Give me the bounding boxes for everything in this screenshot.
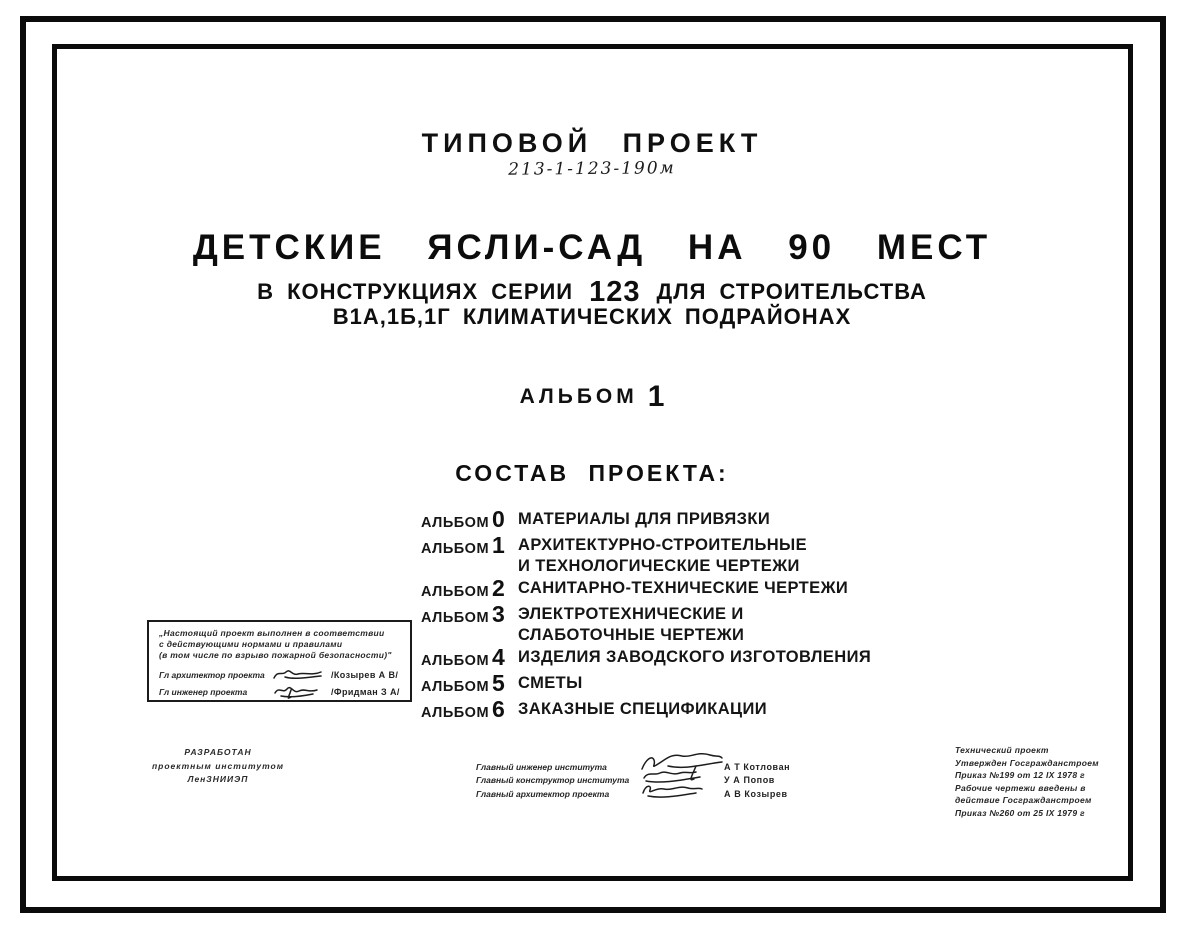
album-label: АЛЬБОМ: [421, 653, 490, 669]
album-number: 1: [647, 380, 665, 413]
album-label: АЛЬБОМ: [421, 705, 490, 721]
approval-text-block: [955, 744, 1155, 820]
album-description-line: ИЗДЕЛИЯ ЗАВОДСКОГО ИЗГОТОВЛЕНИЯ: [518, 648, 872, 666]
album-number: 4: [492, 644, 505, 670]
album-list-item-1: [421, 532, 1001, 577]
credit-row: [476, 787, 790, 801]
credit-signer-name: А В Козырев: [724, 788, 788, 799]
album-description-line: ЭЛЕКТРОТЕХНИЧЕСКИЕ И: [518, 605, 744, 623]
main-title: ДЕТСКИЕ ЯСЛИ-САД НА 90 МЕСТ: [192, 228, 992, 267]
album-description: [518, 673, 1001, 694]
album-description: [518, 535, 1001, 577]
album-description-line: СЛАБОТОЧНЫЕ ЧЕРТЕЖИ: [518, 626, 745, 644]
album-description-line: ЗАКАЗНЫЕ СПЕЦИФИКАЦИИ: [518, 700, 768, 718]
series-prefix: В КОНСТРУКЦИЯХ СЕРИИ: [257, 279, 574, 304]
developer-institute-block: [118, 746, 318, 787]
album-description-line: САНИТАРНО-ТЕХНИЧЕСКИЕ ЧЕРТЕЖИ: [518, 579, 849, 597]
approval-line: Приказ №260 от 25 IX 1979 г: [955, 807, 1085, 818]
stamp-quote-line: „Настоящий проект выполнен в соответствии: [159, 628, 385, 638]
credit-row: [476, 760, 790, 774]
album-description: [518, 604, 1001, 646]
album-list-head: [421, 644, 518, 672]
album-number: 5: [492, 670, 505, 696]
album-number: 1: [492, 532, 505, 558]
album-list-item-6: [421, 696, 1001, 724]
album-list-head: [421, 532, 518, 560]
album-list-item-0: [421, 506, 1001, 534]
album-list: [421, 506, 1001, 725]
album-heading: [0, 380, 1184, 413]
album-label: АЛЬБОМ: [421, 610, 490, 626]
album-list-head: [421, 601, 518, 629]
album-list-item-2: [421, 575, 1001, 603]
album-number: 2: [492, 575, 505, 601]
approval-line: Технический проект: [955, 745, 1049, 755]
climate-subareas-line: В1А,1Б,1Г КЛИМАТИЧЕСКИХ ПОДРАЙОНАХ: [332, 304, 852, 329]
credit-signer-name: А Т Котлован: [724, 761, 791, 772]
approval-line: действие Госгражданстроем: [955, 795, 1092, 806]
album-description-line: АРХИТЕКТУРНО-СТРОИТЕЛЬНЫЕ: [518, 536, 807, 554]
approval-line: Рабочие чертежи введены в: [955, 782, 1086, 793]
stamp-role-label: Гл архитектор проекта: [159, 669, 265, 680]
album-label: АЛЬБОМ: [519, 385, 638, 408]
compliance-stamp-box: [147, 620, 412, 702]
approval-line: Приказ №199 от 12 IX 1978 г: [955, 770, 1085, 781]
album-list-item-4: [421, 644, 1001, 672]
stamp-signer-name: /Фридман З А/: [331, 686, 400, 697]
project-number-handwritten: 213-1-123-190м: [508, 158, 676, 180]
stamp-role-label: Гл инженер проекта: [159, 686, 248, 697]
credits-signature-block: [476, 760, 790, 801]
album-list-head: [421, 575, 518, 603]
album-description: [518, 647, 1001, 668]
album-description: [518, 699, 1001, 720]
document-type-heading: ТИПОВОЙ ПРОЕКТ: [421, 128, 763, 158]
album-number: 3: [492, 601, 505, 627]
album-description: [518, 509, 1001, 530]
series-line: [0, 276, 1184, 308]
developer-line: ЛенЗНИИЭП: [187, 774, 249, 784]
signature-icon: [271, 684, 327, 700]
album-list-head: [421, 696, 518, 724]
developer-line: проектным институтом: [151, 760, 284, 771]
approval-line: Утвержден Госгражданстроем: [955, 757, 1099, 768]
credit-row: [476, 774, 790, 788]
stamp-quote-line: с действующими нормами и правилами: [159, 639, 343, 649]
album-label: АЛЬБОМ: [421, 515, 490, 531]
series-number: 123: [589, 276, 641, 308]
album-list-item-3: [421, 601, 1001, 646]
album-description-line: И ТЕХНОЛОГИЧЕСКИЕ ЧЕРТЕЖИ: [518, 557, 800, 575]
album-list-head: [421, 506, 518, 534]
credit-role-label: Главный инженер института: [476, 761, 607, 772]
project-contents-heading: СОСТАВ ПРОЕКТА:: [455, 460, 729, 486]
album-list-item-5: [421, 670, 1001, 698]
album-label: АЛЬБОМ: [421, 584, 490, 600]
album-number: 6: [492, 696, 505, 722]
credit-role-label: Главный конструктор института: [476, 775, 630, 786]
credit-signer-name: У А Попов: [724, 775, 775, 786]
series-suffix: ДЛЯ СТРОИТЕЛЬСТВА: [656, 279, 927, 304]
signature-icon: [271, 667, 327, 683]
credit-role-label: Главный архитектор проекта: [476, 788, 610, 799]
album-description: [518, 578, 1001, 599]
stamp-signature-rows: [159, 666, 402, 700]
album-label: АЛЬБОМ: [421, 679, 490, 695]
signature-icon: [638, 776, 724, 802]
stamp-signature-row: [159, 666, 402, 683]
album-number: 0: [492, 506, 505, 532]
album-description-line: МАТЕРИАЛЫ ДЛЯ ПРИВЯЗКИ: [518, 510, 771, 528]
album-label: АЛЬБОМ: [421, 541, 490, 557]
album-list-head: [421, 670, 518, 698]
album-description-line: СМЕТЫ: [518, 674, 583, 692]
stamp-quote-line: (в том числе по взрыво пожарной безопасности)": [159, 650, 392, 660]
stamp-signer-name: /Козырев А В/: [331, 669, 399, 680]
developer-line: РАЗРАБОТАН: [184, 747, 252, 757]
stamp-signature-row: [159, 683, 402, 700]
